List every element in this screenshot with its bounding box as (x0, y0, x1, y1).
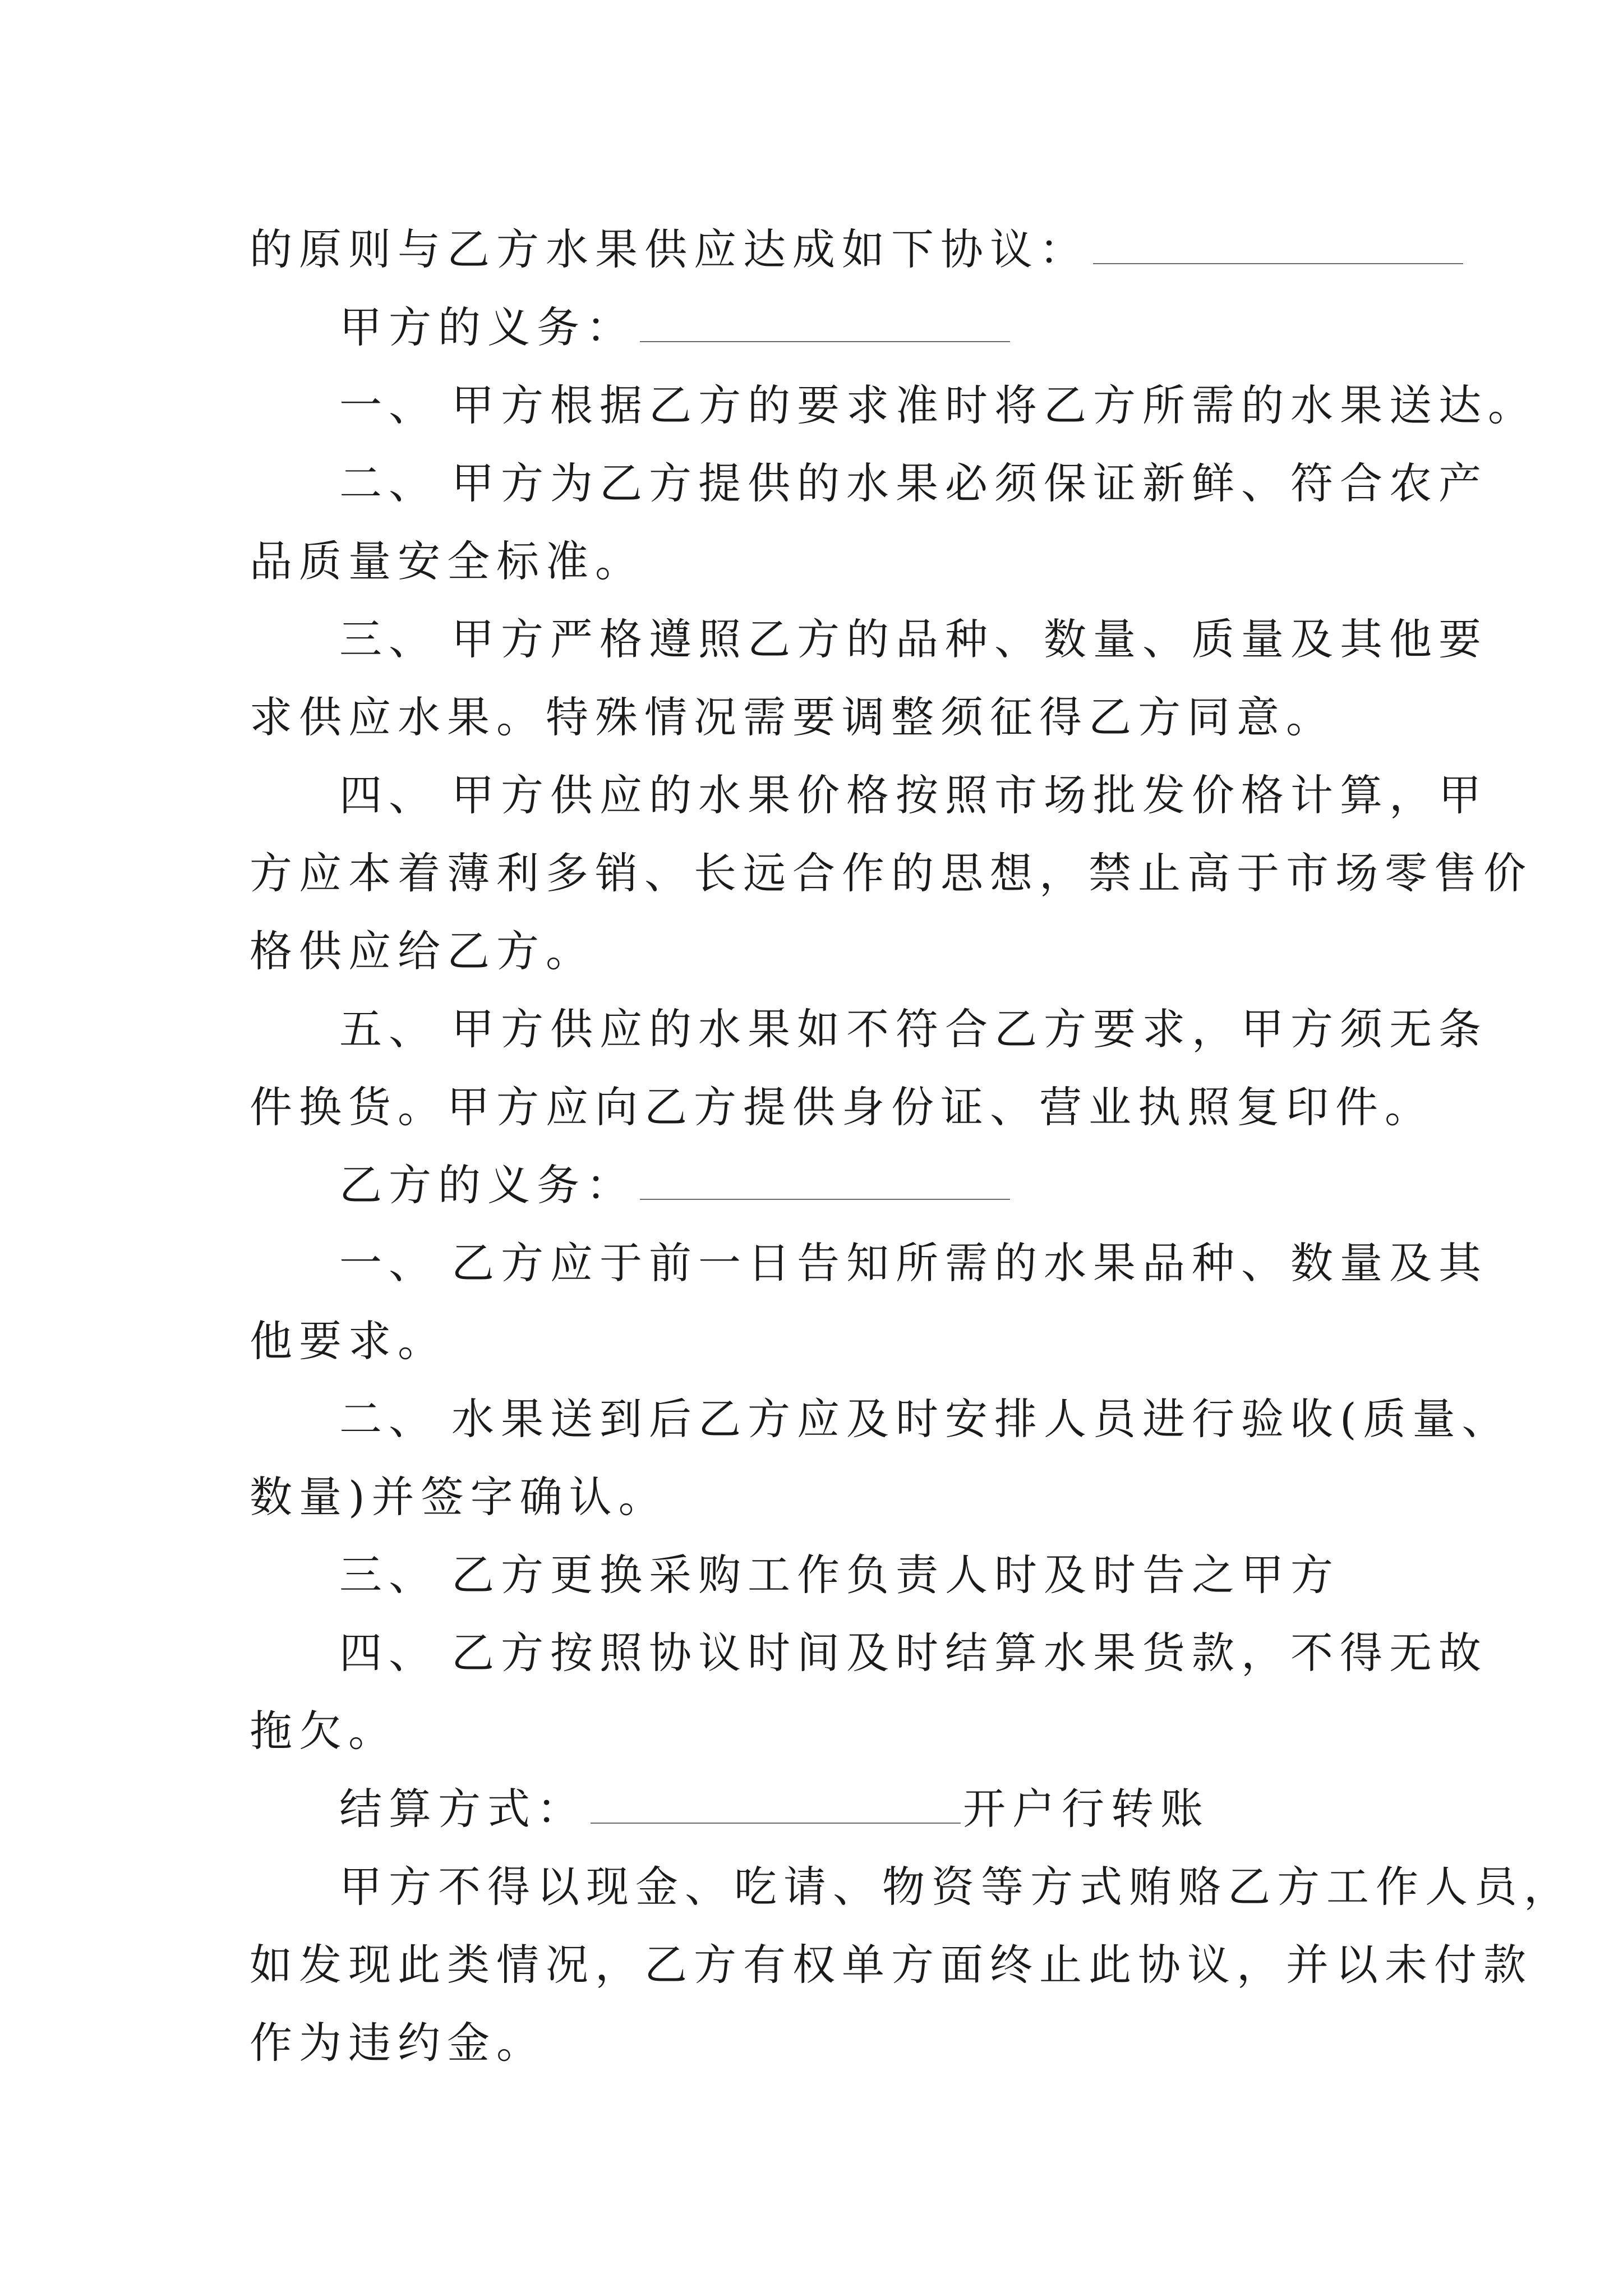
clause-number: 一、 (339, 380, 438, 430)
line-text: 乙方的义务： (339, 1160, 635, 1210)
contract-body (250, 210, 1573, 2082)
clause-number: 五、 (339, 1004, 438, 1054)
line-text: 乙方应于前一日告知所需的水果品种、数量及其 (451, 1238, 1488, 1288)
fill-in-blank[interactable] (640, 1165, 1010, 1200)
clause-line (250, 366, 1537, 444)
clause-number: 三、 (339, 614, 438, 664)
paragraph-line (250, 1926, 1533, 2004)
clause-line (250, 1614, 1488, 1692)
line-text: 作为违约金。 (250, 2018, 546, 2068)
line-text: 甲方严格遵照乙方的品种、数量、质量及其他要 (451, 614, 1488, 664)
paragraph-line (250, 912, 1427, 990)
clause-number: 二、 (339, 1394, 438, 1444)
clause-line (250, 1224, 1488, 1302)
line-text: 甲方供应的水果如不符合乙方要求，甲方须无条 (451, 1004, 1488, 1054)
clause-number: 二、 (339, 458, 438, 508)
clause-line (250, 1380, 1511, 1458)
line-text-after-blank: 开户行转账 (963, 1784, 1210, 1834)
line-text: 求供应水果。特殊情况需要调整须征得乙方同意。 (250, 692, 1335, 742)
paragraph-line (250, 522, 1427, 600)
clause-number: 三、 (339, 1550, 438, 1600)
line-text: 的原则与乙方水果供应达成如下协议： (250, 224, 1089, 274)
line-text: 乙方按照协议时间及时结算水果货款，不得无故 (451, 1628, 1488, 1678)
line-text: 甲方的义务： (339, 302, 635, 352)
line-text: 甲方为乙方提供的水果必须保证新鲜、符合农产 (451, 458, 1488, 508)
line-text: 甲方供应的水果价格按照市场批发价格计算，甲 (451, 770, 1488, 820)
line-text: 拖欠。 (250, 1706, 398, 1756)
line-text: 甲方根据乙方的要求准时将乙方所需的水果送达。 (451, 380, 1537, 430)
fill-in-blank[interactable] (591, 1789, 961, 1824)
clause-line (250, 444, 1488, 522)
line-text: 件换货。甲方应向乙方提供身份证、营业执照复印件。 (250, 1082, 1434, 1132)
settlement-method-line (250, 1770, 1427, 1848)
line-text: 他要求。 (250, 1316, 447, 1366)
section-heading-party-b (250, 1146, 1427, 1224)
fill-in-blank[interactable] (1093, 229, 1463, 264)
paragraph-line (250, 1692, 1427, 1770)
line-text: 方应本着薄利多销、长远合作的思想，禁止高于市场零售价 (250, 848, 1533, 898)
line-text: 结算方式： (339, 1784, 586, 1834)
clause-line (250, 756, 1488, 834)
clause-number: 四、 (339, 770, 438, 820)
clause-line (250, 1536, 1427, 1614)
clause-number: 四、 (339, 1628, 438, 1678)
clause-number: 一、 (339, 1238, 438, 1288)
paragraph-line (250, 2004, 1427, 2082)
section-heading-party-a (250, 288, 1427, 366)
paragraph-line (250, 1068, 1434, 1146)
paragraph-line (250, 1458, 1427, 1536)
paragraph-line (250, 1848, 1573, 1926)
line-text: 水果送到后乙方应及时安排人员进行验收(质量、 (451, 1394, 1511, 1444)
paragraph-line (250, 210, 1427, 288)
clause-line (250, 990, 1488, 1068)
paragraph-line (250, 834, 1533, 912)
line-text: 甲方不得以现金、吃请、物资等方式贿赂乙方工作人员， (339, 1862, 1573, 1912)
line-text: 如发现此类情况，乙方有权单方面终止此协议，并以未付款 (250, 1940, 1533, 1990)
line-text: 乙方更换采购工作负责人时及时告之甲方 (451, 1550, 1340, 1600)
line-text: 品质量安全标准。 (250, 536, 644, 586)
paragraph-line (250, 678, 1427, 756)
paragraph-line (250, 1302, 1427, 1380)
line-text: 格供应给乙方。 (250, 926, 595, 976)
clause-line (250, 600, 1488, 678)
fill-in-blank[interactable] (640, 307, 1010, 342)
line-text: 数量)并签字确认。 (250, 1472, 668, 1522)
